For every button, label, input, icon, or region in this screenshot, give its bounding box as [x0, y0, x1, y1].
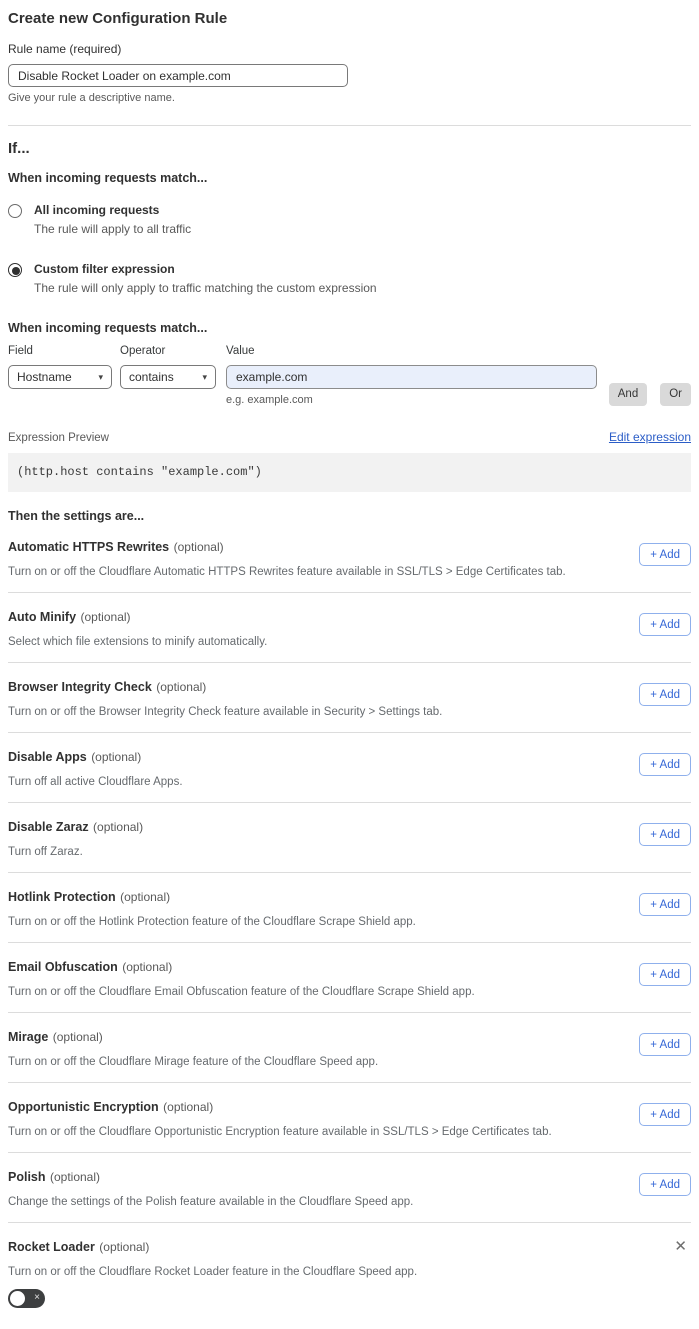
rocket-loader-toggle[interactable] [8, 1289, 45, 1308]
setting-description: Turn on or off the Cloudflare Email Obfuscation feature of the Cloudflare Scrape Shield app. [8, 986, 475, 998]
setting-row [8, 943, 691, 1013]
setting-optional-label: (optional) [120, 890, 171, 904]
setting-title: Disable Apps [8, 750, 87, 764]
setting-description: Turn off Zaraz. [8, 846, 83, 858]
setting-description: Turn on or off the Cloudflare Automatic HTTPS Rewrites feature available in SSL/TLS > Edge Certificates tab. [8, 566, 566, 578]
add-setting-button[interactable]: + Add [639, 753, 691, 776]
setting-title: Polish [8, 1170, 46, 1184]
if-heading: If... [8, 140, 30, 157]
setting-description: Turn on or off the Cloudflare Rocket Loader feature in the Cloudflare Speed app. [8, 1266, 418, 1278]
rule-name-label: Rule name (required) [8, 42, 122, 56]
operator-select-value: contains [129, 370, 174, 384]
add-setting-button[interactable]: + Add [639, 1173, 691, 1196]
setting-row [8, 1013, 691, 1083]
setting-optional-label: (optional) [99, 1240, 150, 1254]
setting-optional-label: (optional) [93, 820, 144, 834]
setting-optional-label: (optional) [163, 1100, 214, 1114]
setting-row [8, 873, 691, 943]
toggle-off-icon: × [34, 1292, 40, 1303]
setting-title: Opportunistic Encryption [8, 1100, 159, 1114]
setting-row [8, 803, 691, 873]
radio-button-icon[interactable] [8, 204, 22, 218]
operator-column-label: Operator [120, 345, 166, 357]
setting-title: Browser Integrity Check [8, 680, 152, 694]
chevron-down-icon: ▾ [202, 371, 207, 382]
setting-optional-label: (optional) [49, 1170, 100, 1184]
add-setting-button[interactable]: + Add [639, 1033, 691, 1056]
radio-custom-filter-expression[interactable] [8, 262, 691, 295]
edit-expression-link[interactable]: Edit expression [608, 430, 691, 444]
setting-title: Disable Zaraz [8, 820, 89, 834]
setting-row [8, 1083, 691, 1153]
radio-label: Custom filter expression [34, 262, 175, 276]
setting-title: Auto Minify [8, 610, 77, 624]
add-setting-button[interactable]: + Add [639, 543, 691, 566]
setting-optional-label: (optional) [91, 750, 142, 764]
then-settings-heading: Then the settings are... [8, 509, 145, 523]
rocket-loader-setting [8, 1223, 691, 1308]
add-setting-button[interactable]: + Add [639, 613, 691, 636]
close-icon[interactable]: ✕ [674, 1238, 687, 1255]
setting-row [8, 1153, 691, 1223]
add-setting-button[interactable]: + Add [639, 963, 691, 986]
expression-builder [8, 321, 691, 406]
field-select[interactable] [8, 365, 112, 389]
expression-preview-label: Expression Preview [8, 432, 109, 444]
page-title: Create new Configuration Rule [8, 10, 228, 27]
radio-all-incoming-requests[interactable] [8, 203, 691, 236]
value-input[interactable] [226, 365, 597, 389]
setting-description: Turn on or off the Hotlink Protection feature of the Cloudflare Scrape Shield app. [8, 916, 416, 928]
setting-description: Change the settings of the Polish feature available in the Cloudflare Speed app. [8, 1196, 414, 1208]
incoming-requests-match-label: When incoming requests match... [8, 171, 208, 185]
setting-title: Mirage [8, 1030, 49, 1044]
setting-description: Turn on or off the Browser Integrity Check feature available in Security > Settings tab. [8, 706, 443, 718]
value-column-label: Value [226, 345, 255, 357]
field-column-label: Field [8, 345, 33, 357]
or-button[interactable]: Or [660, 383, 691, 406]
rule-name-helper: Give your rule a descriptive name. [8, 92, 175, 104]
radio-label: All incoming requests [34, 203, 160, 217]
setting-description: Turn off all active Cloudflare Apps. [8, 776, 183, 788]
field-select-value: Hostname [17, 370, 72, 384]
setting-optional-label: (optional) [156, 680, 207, 694]
radio-button-icon[interactable] [8, 263, 22, 277]
setting-optional-label: (optional) [173, 540, 224, 554]
setting-optional-label: (optional) [122, 960, 173, 974]
and-button[interactable]: And [609, 383, 647, 406]
toggle-knob [10, 1291, 25, 1306]
settings-list [8, 523, 691, 1223]
add-setting-button[interactable]: + Add [639, 1103, 691, 1126]
setting-description: Select which file extensions to minify automatically. [8, 636, 268, 648]
radio-description: The rule will only apply to traffic matching the custom expression [34, 281, 377, 295]
setting-optional-label: (optional) [80, 610, 131, 624]
setting-optional-label: (optional) [52, 1030, 103, 1044]
setting-title: Hotlink Protection [8, 890, 116, 904]
add-setting-button[interactable]: + Add [639, 823, 691, 846]
expression-preview-code: (http.host contains "example.com") [8, 453, 691, 492]
setting-row [8, 593, 691, 663]
setting-row [8, 663, 691, 733]
operator-select[interactable] [120, 365, 216, 389]
setting-title: Email Obfuscation [8, 960, 118, 974]
request-match-radio-group [8, 203, 691, 295]
setting-description: Turn on or off the Cloudflare Opportunistic Encryption feature available in SSL/TLS > Edge Certificates tab. [8, 1126, 552, 1138]
setting-row [8, 733, 691, 803]
radio-description: The rule will apply to all traffic [34, 222, 192, 236]
setting-row [8, 523, 691, 593]
chevron-down-icon: ▾ [98, 371, 103, 382]
value-helper: e.g. example.com [226, 394, 313, 406]
setting-title: Automatic HTTPS Rewrites [8, 540, 170, 554]
setting-title: Rocket Loader [8, 1240, 95, 1254]
add-setting-button[interactable]: + Add [639, 683, 691, 706]
setting-description: Turn on or off the Cloudflare Mirage feature of the Cloudflare Speed app. [8, 1056, 379, 1068]
rule-name-input[interactable] [8, 64, 348, 87]
builder-match-label: When incoming requests match... [8, 321, 208, 335]
divider [8, 125, 691, 126]
add-setting-button[interactable]: + Add [639, 893, 691, 916]
